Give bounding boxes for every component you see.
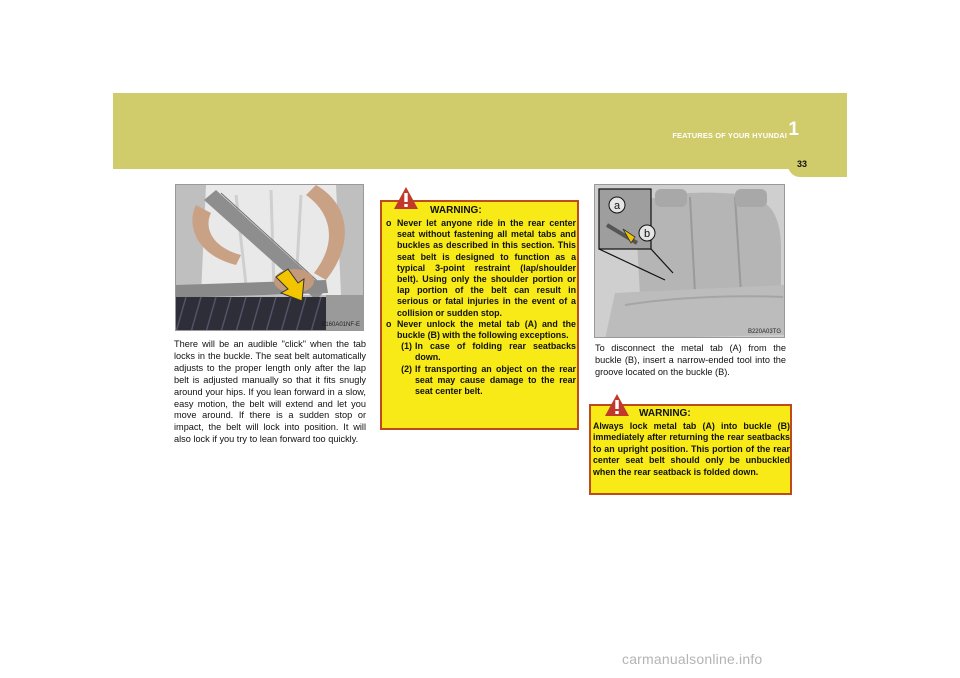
figure-code: B220A03TG	[747, 329, 781, 335]
warning-title: WARNING:	[639, 408, 691, 419]
header-band	[113, 93, 847, 169]
warning-item-text: Never unlock the metal tab (A) and the buckle (B) with the following exceptions.	[397, 318, 576, 341]
warning-item	[386, 218, 576, 319]
label-a: a	[613, 200, 621, 212]
exception-item	[397, 341, 576, 363]
header-title: FEATURES OF YOUR HYUNDAI	[672, 131, 787, 140]
warning-triangle-icon	[393, 186, 419, 210]
exception-text: In case of folding rear seatbacks down.	[415, 341, 576, 363]
watermark: carmanualsonline.info	[622, 651, 763, 667]
exception-text: If transporting an object on the rear seat may cause damage to the rear seat center belt.	[415, 363, 576, 397]
exception-number: (1)	[401, 341, 412, 352]
warning-list	[386, 218, 576, 397]
buckle-description: There will be an audible "click" when the tab locks in the buckle. The seat belt automatically adjusts to the proper length only after the lap belt is adjusted manually so that it fits snugly around your hips. If you lean forward in a slow, easy motion, the belt will extend and let you move around. If there is a sudden stop or impact, the belt will lock into position. It will also lock if you try to lean forward too quickly.	[174, 339, 366, 445]
figure-code: B160A01NF-E	[321, 322, 360, 328]
bullet: o	[386, 218, 392, 228]
disconnect-instructions: To disconnect the metal tab (A) from the buckle (B), insert a narrow-ended tool into the groove located on the buckle (B).	[595, 343, 786, 377]
warning-item-text: Never let anyone ride in the rear center seat without fastening all metal tabs and buckles as described in this section. This seat belt is designed to function as a typical 3-point restraint (lap/shoulder belt). Using only the shoulder portion or lap portion of the belt can result in serious or fatal injuries in the event of a collision or sudden stop.	[397, 218, 576, 318]
chapter-number: 1	[788, 119, 799, 140]
rear-center-seat-warning	[380, 200, 579, 430]
exception-item	[397, 364, 576, 398]
seat-belt-illustration	[176, 185, 364, 331]
seat-belt-photo	[175, 184, 364, 331]
warning-triangle-icon	[604, 393, 630, 417]
warning-text: Always lock metal tab (A) into buckle (B) immediately after returning the rear seatbacks to an upright position. This portion of the rear center seat belt should only be unbuckled when the rear seatback is folded down.	[593, 421, 790, 477]
lock-tab-warning	[589, 404, 792, 495]
rear-seat-photo	[594, 184, 785, 338]
exception-number: (2)	[401, 363, 412, 374]
label-b: b	[643, 228, 651, 240]
warning-title: WARNING:	[430, 205, 482, 216]
warning-item	[386, 319, 576, 341]
page-number: 33	[796, 159, 807, 169]
bullet: o	[386, 318, 392, 329]
rear-seat-illustration	[595, 185, 785, 338]
